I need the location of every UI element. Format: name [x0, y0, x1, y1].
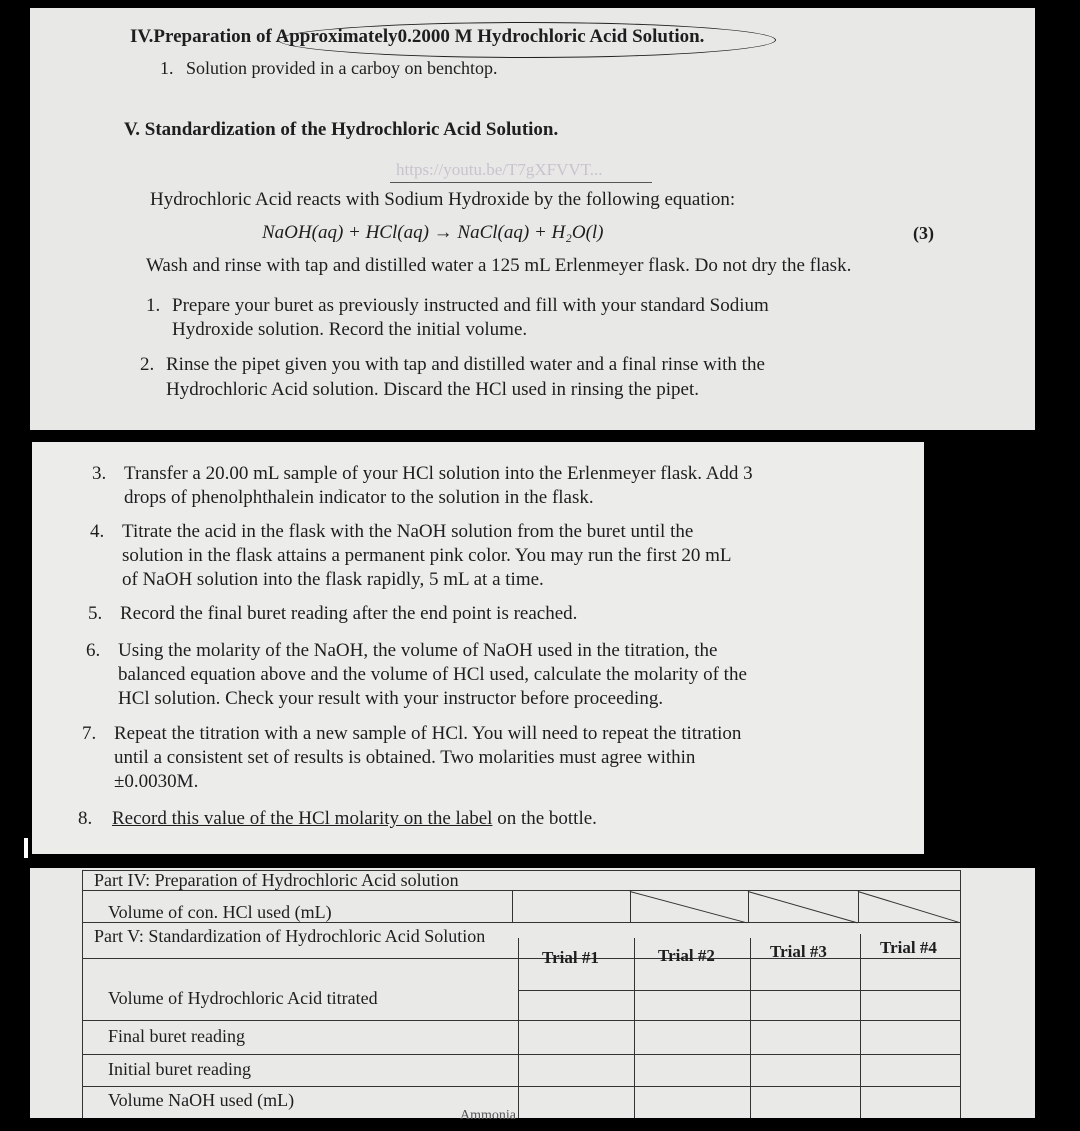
procedure-step-7: 7. Repeat the titration with a new sample of HCl. You will need to repeat the titration until a consistent set of results is obtained. Two molarities must agree within ±0.0030M.: [82, 723, 742, 792]
part-v-heading: V. Standardization of the Hydrochloric Acid Solution.: [124, 119, 559, 140]
cutoff-text: Ammonia: [460, 1108, 516, 1123]
row-label-final-buret: Final buret reading: [108, 1026, 245, 1046]
procedure-step-5: 5. Record the final buret reading after the end point is reached.: [88, 603, 578, 624]
part-iv-v-panel: [30, 8, 1035, 430]
wash-instruction: Wash and rinse with tap and distilled water a 125 mL Erlenmeyer flask. Do not dry the flask.: [146, 255, 852, 276]
trial-2-header: Trial #2: [658, 946, 715, 965]
part-iv-step-1: 1. Solution provided in a carboy on benchtop.: [160, 58, 498, 78]
data-table-panel: [30, 868, 1035, 1123]
part-v-step-2: 2. Rinse the pipet given you with tap and distilled water and a final rinse with the Hydrochloric Acid solution. Discard the HCl used in rinsing the pipet.: [140, 354, 765, 400]
reaction-intro: Hydrochloric Acid reacts with Sodium Hydroxide by the following equation:: [150, 189, 736, 210]
trial-1-header: Trial #1: [542, 948, 599, 967]
row-label-con-hcl: Volume of con. HCl used (mL): [108, 902, 332, 922]
procedure-panel: [32, 442, 924, 854]
faint-url: https://youtu.be/T7gXFVVT...: [396, 160, 603, 179]
trial-4-header: Trial #4: [880, 938, 937, 957]
procedure-step-4: 4. Titrate the acid in the flask with the NaOH solution from the buret until the solution in the flask attains a permanent pink color. You may run the first 20 mL of NaOH solution into the flask rapidly, 5 mL at a time.: [90, 521, 732, 590]
url-underline: [390, 182, 652, 183]
part-v-table-title: Part V: Standardization of Hydrochloric Acid Solution: [94, 926, 486, 946]
part-v-step-1: 1. Prepare your buret as previously instructed and fill with your standard Sodium Hydroxide solution. Record the initial volume.: [146, 295, 769, 340]
procedure-step-3: 3. Transfer a 20.00 mL sample of your HCl solution into the Erlenmeyer flask. Add 3 drops of phenolphthalein indicator to the solution in the flask.: [92, 463, 753, 508]
procedure-step-6: 6. Using the molarity of the NaOH, the volume of NaOH used in the titration, the balanced equation above and the volume of HCl used, calculate the molarity of the HCl solution. Check your result with your instructor before proceeding.: [86, 640, 747, 709]
row-label-initial-buret: Initial buret reading: [108, 1059, 251, 1079]
procedure-step-8: 8. Record this value of the HCl molarity on the label on the bottle.: [78, 808, 597, 829]
screen-edge-mark: [24, 838, 28, 858]
trial-3-header: Trial #3: [770, 942, 827, 961]
equation-number: (3): [913, 223, 934, 243]
part-iv-table-title: Part IV: Preparation of Hydrochloric Acid solution: [94, 870, 459, 890]
row-label-naoh-used: Volume NaOH used (mL): [108, 1090, 295, 1110]
handwritten-circle-mark: [278, 22, 776, 58]
reaction-equation: NaOH(aq) + HCl(aq) → NaCl(aq) + H₂O(l): [262, 222, 604, 243]
row-label-hcl-titrated: Volume of Hydrochloric Acid titrated: [108, 988, 378, 1008]
part-iv-heading: IV.Preparation of Approximately0.2000 M Hydrochloric Acid Solution.: [130, 26, 705, 47]
